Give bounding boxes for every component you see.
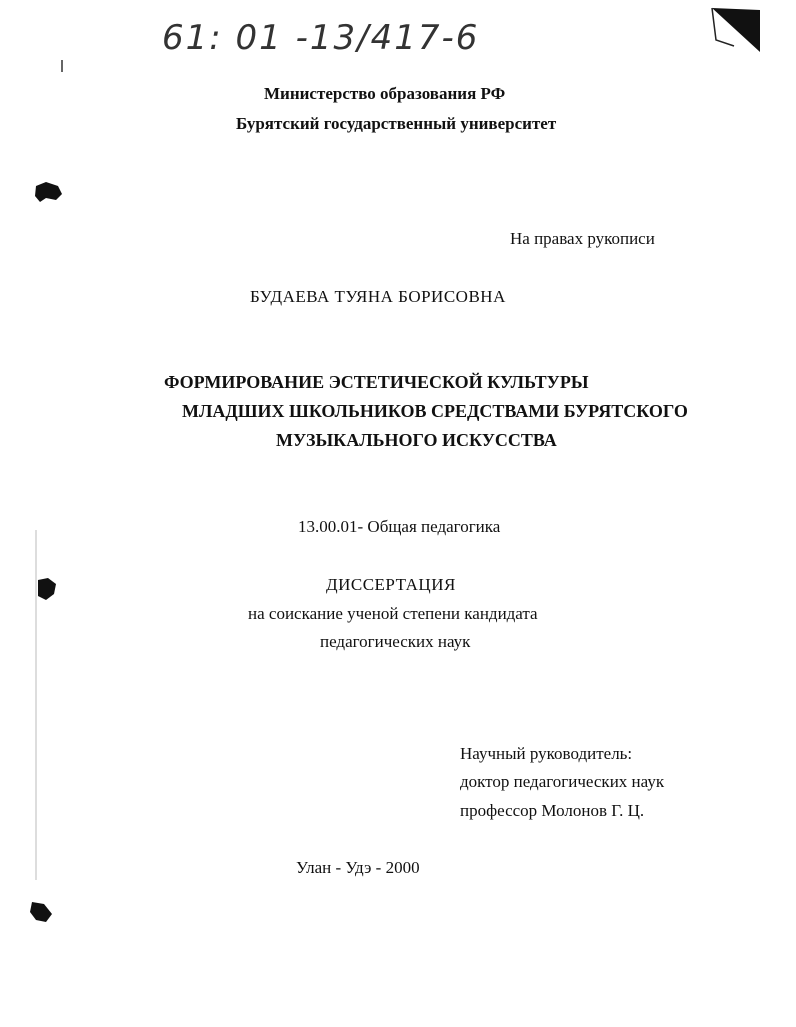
title-line-1: ФОРМИРОВАНИЕ ЭСТЕТИЧЕСКОЙ КУЛЬТУРЫ	[164, 372, 589, 392]
title-line-3: МУЗЫКАЛЬНОГО ИСКУССТВА	[276, 430, 557, 450]
degree-line-2: педагогических наук	[320, 632, 471, 651]
edge-blot-top	[35, 182, 62, 202]
supervisor-name: профессор Молонов Г. Ц.	[460, 801, 645, 820]
specialty-code: 13.00.01- Общая педагогика	[298, 517, 501, 536]
supervisor-label: Научный руководитель:	[460, 744, 633, 763]
author-name: БУДАЕВА ТУЯНА БОРИСОВНА	[250, 287, 506, 306]
degree-line-1: на соискание ученой степени кандидата	[248, 604, 538, 623]
supervisor-degree: доктор педагогических наук	[460, 772, 665, 791]
corner-fold-mark	[712, 8, 760, 52]
edge-blot-bottom	[30, 902, 52, 922]
title-line-2: МЛАДШИХ ШКОЛЬНИКОВ СРЕДСТВАМИ БУРЯТСКОГО	[182, 401, 688, 421]
city-year: Улан - Удэ - 2000	[296, 858, 420, 877]
handwritten-catalog-code: 61: 01 -13/417-6	[162, 18, 480, 58]
edge-blot-middle	[38, 578, 56, 600]
manuscript-note: На правах рукописи	[510, 229, 655, 248]
university-heading: Бурятский государственный университет	[236, 114, 557, 133]
ministry-heading: Министерство образования РФ	[264, 84, 506, 103]
document-type: ДИССЕРТАЦИЯ	[326, 575, 456, 594]
